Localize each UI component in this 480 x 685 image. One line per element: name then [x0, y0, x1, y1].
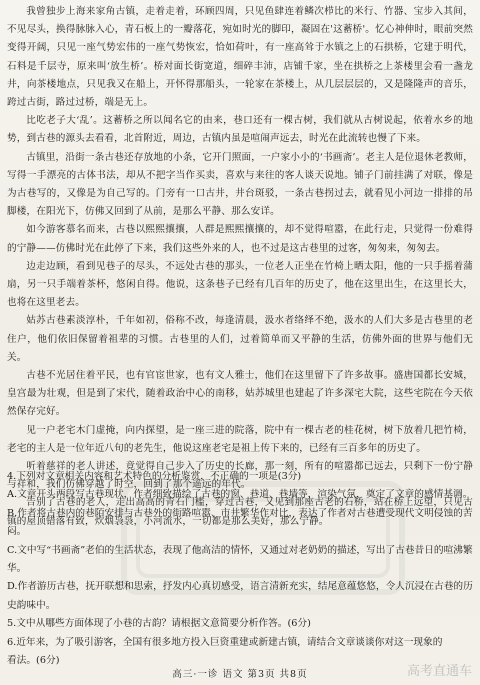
passage-paragraph: 比吃老子大‘乱’。这蓄桥之所以闻名它的由来，巷口还有一棵古树，我们就从古树说起，依着水乡的地势，到古巷的源头去看看，北首附近，周边，古镇内虽是喧闹声远去，时光在此流转也慢了下来。 — [7, 115, 473, 145]
question-6-part2: 看法。(6分) — [7, 655, 60, 667]
passage-paragraph: 告别了古巷的老人，走出高高的青石门槛，穿过古巷，又见到那座古老的石桥，站在桥上远望，只见古镇的屋顶错落有致，炊烟袅袅，小河流水，一切都是那么美好，那么宁静。 — [7, 497, 473, 527]
question-5: 5.文中从哪些方面体现了小巷的古韵？请根据文意简要分析作答。(6分) — [7, 618, 311, 630]
question-4-option-c: C.文中写“书画斋”老伯的生活状态，表现了他高洁的情怀，又通过对老奶奶的描述，写出了古巷昔日的喧沸繁华。 — [7, 544, 473, 575]
passage-paragraph: 古巷不光居住着平民，也有官宦世家，也有文人雅士，他们在这里留下了许多故事。盛唐国都长安城，皇宫最为壮观，但是到了宋代，随着政治中心的南移，姑苏城里也建起了许多深宅大院，这些宅院在今天依然保存完好。 — [7, 370, 473, 418]
page-footer: 高三·一诊 语文 第3页 共8页 — [172, 669, 308, 680]
question-4-option-b: B.作者将古巷内的巷陌安排与古巷外的街路喧嚣、市井繁华作对比，表达了作者对古巷遭受现代文明侵蚀的苦闷。 — [7, 507, 473, 538]
passage-paragraph: 边走边顾，看到见巷子的尽头，不远处古巷的那头，一位老人正坐在竹椅上晒太阳，他的一只手摇着蒲扇，另一只手端着茶杯，悠闲自得。他说，这条巷子已经有几百年的历史了，他在这里出生，在这里长大，也将在这里老去。 — [7, 260, 473, 309]
passage-paragraph: 如今游客慕名而来，古巷以熙熙攘攘，人群是熙熙攘攘的，却不觉得喧嚣，在此行走，只觉得一份难得的宁静——仿佛时光在此停了下来，我们这些外来的人，也不过是这古巷里的过客，匆匆来，匆匆去。 — [7, 224, 473, 254]
passage-paragraph: 古镇里，沿街一条古巷还存放地的小条，它开门照面，一户家小小的‘书画斋’。老主人是位退休老教师，写得一手漂亮的古体书法，却从不把字当作买卖，喜欢与来往的客人谈天说地。铺子门前挂满了对联，像是为古巷写的，又像是为自己写的。门旁有一口古井，井台斑驳，一条古巷拐过去，就看见小河边一排排的吊脚楼，在阳光下，仿佛又回到了从前，是那么平静、那么安详。 — [7, 151, 473, 218]
question-6-part1: 6.近年来，为了吸引游客，全国有很多地方投入巨资重建或新建古镇，请结合文章谈谈你对这一现象的 — [7, 636, 443, 648]
passage-paragraph: 姑苏古巷素淡淳朴，千年如初，俗称不改，每逢清晨，汲水者络绎不绝，汲水的人们大多是古巷里的老住户，他们依旧保留着祖辈的习惯。古巷里的人们，过着简单而又平静的生活，仿佛外面的世界与他们无关。 — [7, 315, 473, 363]
question-4-option-d: D.作者游历古巷，抚开联想和思索，抒发内心真切感受，语言清新充实，结尾意蕴悠悠，令人沉浸在古巷的历史韵味中。 — [7, 581, 473, 611]
passage-paragraph: 见一户老宅木门虚掩，向内探望，是一座三进的院落，院中有一棵古老的桂花树，树下放着几把竹椅，老宅的主人是一位年近八旬的老先生，他说这座老宅是祖上传下来的，已经有三百多年的历史了。 — [7, 424, 473, 454]
questions-section — [7, 466, 473, 670]
question-4-option-a: A.文章开头两段写古巷现状，作者细致描绘了古巷的窗、巷道、巷墙等，渲染气氛，奠定了文章的感情基调。 — [7, 489, 473, 501]
site-watermark: 高考直通车 — [406, 664, 472, 679]
passage-paragraph: 我曾独步上海来家角古镇，走着走着，环顾四周，只见鱼肆连着鳞次栉比的米行、竹器、宝步入其间，不见尽头，换得脉脉入心，青石板上的一瓣落花，宛如时光的脚印，凝固在'这蓄桥'。忆心神伸时，眼前突然变得开阔，只见一座气势宏伟的一座气势恢宏，恰如荷叶，有一座高耸于水镇之上的石拱桥，它建于明代，石料是千层寺，原来叫‘放生桥’。桥对面长街宽道，细碎丰沛，店铺千家，坐在拱桥之上茶楼里会看一盏龙井，向茶楼地点，只见我又在船上，开怀得那船头，一轮家在茶楼上，从几层层层的，又是隆隆声的音乐，跨过古街，路过过桥，端是无上。 — [7, 6, 473, 109]
passage — [7, 3, 473, 531]
question-4-stem: 4.下列对文章相关内容和艺术特色的分析鉴赏，不正确的一项是(3分) — [7, 471, 302, 482]
passage-paragraph: 听着慈祥的老人讲述，竟觉得自己步入了历史的长廊，那一刻，所有的喧嚣都已远去，只剩下一份宁静与祥和，我们仿佛穿越了时空，回到了那个遥远的年代。 — [7, 461, 473, 491]
